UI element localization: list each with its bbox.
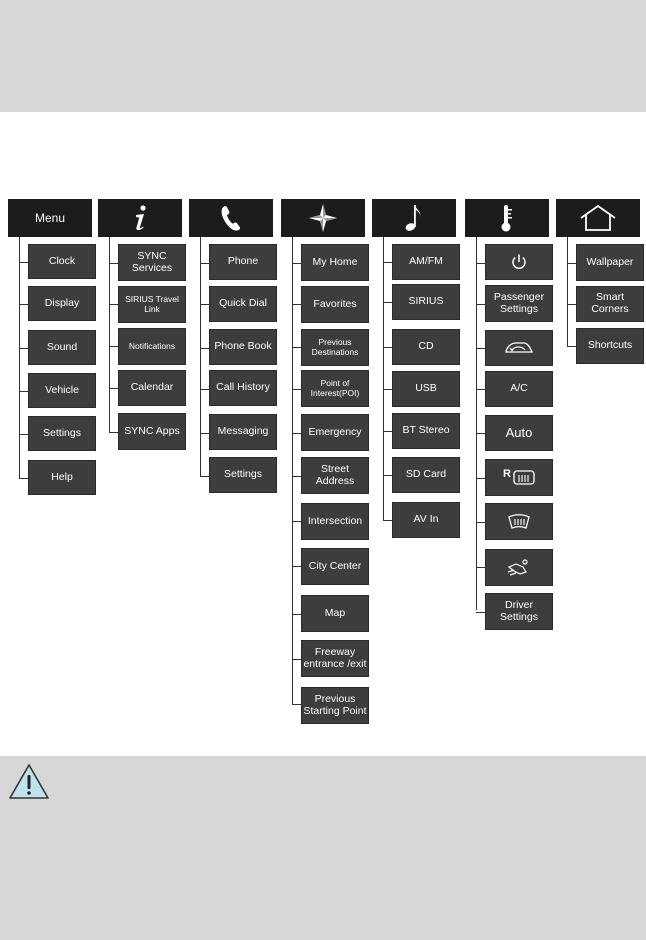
nav-item-my-home[interactable] [301,244,369,281]
music-note-icon [404,203,424,233]
branch-line [476,348,485,349]
item-label: SIRIUS [408,295,444,308]
home-item-wallpaper[interactable] [576,244,644,281]
item-label: Freeway entrance /exit [303,645,367,670]
nav-item-city-center[interactable] [301,548,369,585]
branch-line [292,521,301,522]
item-label: A/C [510,382,528,395]
phone-header[interactable] [189,199,273,237]
phone-item-phone[interactable] [209,244,277,280]
branch-line [292,476,301,477]
menu-item-vehicle[interactable] [28,373,96,408]
branch-line [200,304,209,305]
ent-item-sd-card[interactable] [392,457,460,493]
branch-line [292,389,301,390]
item-label: Sound [46,340,78,353]
info-item-calendar[interactable] [118,370,186,406]
phone-item-quick-dial[interactable] [209,286,277,322]
item-label: Phone [227,255,259,268]
item-label: Point of Interest(POI) [310,378,360,398]
branch-line [109,304,118,305]
thermometer-icon [499,203,515,233]
item-label: SYNC Apps [124,424,180,437]
entertainment-trunk-line [383,237,384,521]
entertainment-header[interactable] [372,199,456,237]
branch-line [292,659,301,660]
item-label: Vehicle [45,383,79,396]
info-icon [130,204,150,232]
item-label: Call History [216,381,270,394]
info-item-sync-apps[interactable] [118,413,186,450]
climate-item-front-defrost[interactable] [485,503,553,540]
power-icon [510,253,528,271]
ent-item-bt-stereo[interactable] [392,413,460,449]
phone-trunk-line [200,237,201,477]
phone-icon [219,205,243,231]
item-label: Emergency [308,425,362,438]
info-trunk-line [109,237,110,432]
branch-line [567,304,576,305]
item-label: Quick Dial [219,297,267,310]
climate-item-driver-settings[interactable] [485,593,553,630]
branch-line [383,431,392,432]
airflow-icon [506,558,532,578]
info-item-sync-services[interactable] [118,244,186,281]
nav-item-street-address[interactable] [301,457,369,494]
item-label: Phone Book [214,340,272,353]
branch-line [476,567,485,568]
phone-item-settings[interactable] [209,457,277,493]
branch-line [383,389,392,390]
branch-line [19,391,28,392]
item-label: Settings [43,426,81,439]
branch-line [476,478,485,479]
item-label: USB [415,382,437,395]
climate-item-recirculation[interactable] [485,330,553,366]
climate-header[interactable] [465,199,549,237]
branch-line [476,263,485,264]
item-label: Shortcuts [587,339,633,352]
branch-line [383,475,392,476]
item-label: Previous Destinations [311,337,359,357]
ent-item-av-in[interactable] [392,502,460,538]
menu-header-label: Menu [34,211,66,225]
branch-line [292,347,301,348]
item-label: Intersection [307,514,363,527]
warning-icon [8,763,50,801]
ent-item-cd[interactable] [392,329,460,365]
branch-line [567,263,576,264]
branch-line [476,389,485,390]
item-label: AV In [413,513,439,526]
item-label: Smart Corners [591,291,629,315]
menu-item-settings[interactable] [28,416,96,451]
branch-line [109,388,118,389]
item-label: Settings [224,468,262,481]
branch-line [383,520,392,521]
item-label: City Center [308,559,362,572]
warning-band [0,756,646,940]
nav-item-intersection[interactable] [301,503,369,540]
branch-line [476,304,485,305]
branch-line [109,263,118,264]
item-label: AM/FM [409,255,443,268]
info-header[interactable] [98,199,182,237]
item-label: Auto [505,424,533,440]
rear-defrost-icon [513,470,535,486]
ent-item-sirius[interactable] [392,284,460,320]
phone-item-phone-book[interactable] [209,329,277,365]
home-item-shortcuts[interactable] [576,328,644,364]
item-label: Display [44,296,80,309]
nav-item-previous-destinations[interactable] [301,329,369,366]
climate-item-airflow[interactable] [485,549,553,586]
item-label: Street Address [315,462,355,487]
branch-line [383,262,392,263]
item-label: BT Stereo [402,424,450,437]
branch-line [200,389,209,390]
branch-line [383,347,392,348]
info-item-notifications[interactable] [118,328,186,365]
branch-line [292,704,301,705]
branch-line [19,434,28,435]
branch-line [200,433,209,434]
item-label: CD [418,340,434,353]
branch-line [109,432,118,433]
branch-line [200,348,209,349]
phone-item-call-history[interactable] [209,370,277,406]
menu-item-display[interactable] [28,286,96,321]
menu-trunk-line [19,237,20,478]
item-label: SIRIUS Travel Link [125,294,179,314]
branch-line [19,262,28,263]
branch-line [19,304,28,305]
branch-line [200,476,209,477]
item-label: Clock [48,254,76,267]
item-label: My Home [312,255,358,268]
item-label: SD Card [405,468,447,481]
branch-line [292,566,301,567]
branch-line [200,263,209,264]
climate-item-auto[interactable] [485,415,553,451]
item-label: Calendar [130,381,174,394]
climate-item-power[interactable] [485,244,553,280]
recirculation-icon [504,340,534,356]
info-item-sirius-travel-link[interactable] [118,286,186,323]
ent-item-usb[interactable] [392,371,460,407]
branch-line [292,304,301,305]
branch-line [476,612,485,613]
front-defrost-icon [507,514,531,530]
nav-item-previous-starting-point[interactable] [301,687,369,724]
navigation-header[interactable] [281,199,365,237]
nav-item-emergency[interactable] [301,414,369,451]
branch-line [292,433,301,434]
climate-item-passenger-settings[interactable] [485,285,553,322]
item-label: Passenger Settings [493,290,545,315]
branch-line [567,346,576,347]
menu-item-clock[interactable] [28,244,96,279]
menu-item-sound[interactable] [28,330,96,365]
rear-label: R [503,468,511,481]
phone-item-messaging[interactable] [209,414,277,450]
climate-trunk-line [476,237,477,610]
nav-item-freeway-entrance-exit[interactable] [301,640,369,677]
navigation-trunk-line [292,237,293,704]
branch-line [109,346,118,347]
item-label: SYNC Services [131,249,173,274]
home-icon [578,204,618,232]
item-label: Driver Settings [500,598,538,623]
climate-item-rear-defrost[interactable] [485,459,553,496]
page-header-band [0,0,646,112]
branch-line [292,263,301,264]
branch-line [19,348,28,349]
home-header[interactable] [556,199,640,237]
compass-icon [308,203,338,233]
branch-line [476,433,485,434]
branch-line [292,614,301,615]
nav-item-favorites[interactable] [301,286,369,323]
branch-line [19,478,28,479]
home-item-smart-corners[interactable] [576,286,644,322]
climate-item-ac[interactable] [485,371,553,407]
ent-item-am-fm[interactable] [392,244,460,280]
menu-item-help[interactable] [28,460,96,495]
nav-item-map[interactable] [301,595,369,632]
menu-header[interactable] [8,199,92,237]
item-label: Previous Starting Point [303,692,367,717]
branch-line [476,522,485,523]
item-label: Favorites [313,297,357,310]
branch-line [383,302,392,303]
item-label: Help [51,470,73,483]
item-label: Map [324,606,346,619]
nav-item-poi[interactable] [301,370,369,407]
item-label: Messaging [217,425,269,438]
home-trunk-line [567,237,568,347]
item-label: Wallpaper [586,255,634,268]
item-label: Notifications [128,340,176,351]
